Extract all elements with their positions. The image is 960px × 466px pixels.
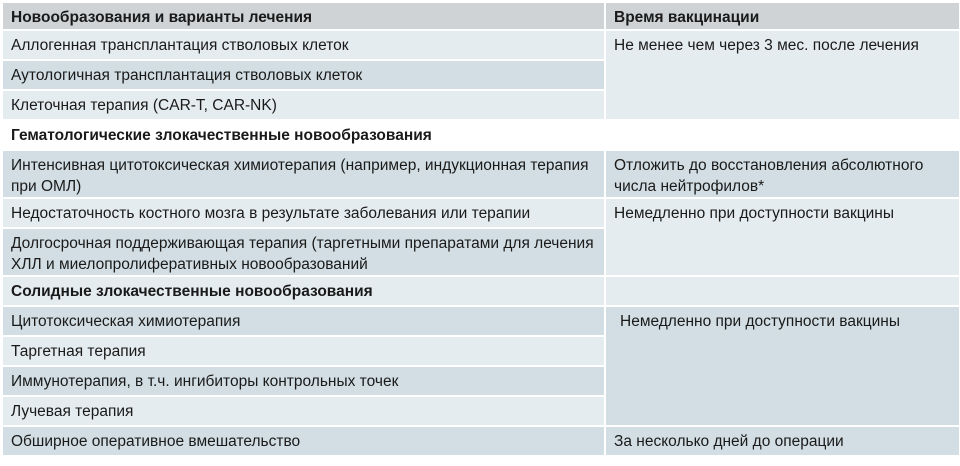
hematologic-rows-timing: Немедленно при доступности вакцины: [605, 198, 960, 276]
table-row: [2, 306, 960, 336]
table-row: [2, 426, 960, 456]
row-maintenance-therapy: Долгосрочная поддерживающая терапия (таргетными препаратами для лечения ХЛЛ и миелопролиферативных новообразований: [2, 228, 605, 276]
table-header-row: [2, 2, 960, 30]
header-vaccination-time: Время вакцинации: [605, 2, 960, 30]
row-major-surgery-timing: За несколько дней до операции: [605, 426, 960, 456]
row-intensive-chemo-timing: Отложить до восстановления абсолютного числа нейтрофилов*: [605, 150, 960, 198]
group1-timing: Не менее чем через 3 мес. после лечения: [605, 30, 960, 120]
solid-timing: Немедленно при доступности вакцины: [605, 306, 960, 426]
row-autologous-transplant: Аутологичная трансплантация стволовых клеток: [2, 60, 605, 90]
row-allogeneic-transplant: Аллогенная трансплантация стволовых клеток: [2, 30, 605, 60]
table-row: [2, 198, 960, 228]
header-treatment: Новообразования и варианты лечения: [2, 2, 605, 30]
section-solid-empty: [605, 276, 960, 306]
section-title-solid: Солидные злокачественные новообразования: [2, 276, 605, 306]
section-row-hematologic: [2, 120, 960, 150]
row-cell-therapy: Клеточная терапия (CAR-T, CAR-NK): [2, 90, 605, 120]
row-major-surgery: Обширное оперативное вмешательство: [2, 426, 605, 456]
vaccination-timing-table: [1, 1, 960, 457]
table-row: [2, 30, 960, 60]
row-radiotherapy: Лучевая терапия: [2, 396, 605, 426]
section-row-solid: [2, 276, 960, 306]
table-row: [2, 150, 960, 198]
row-marrow-failure: Недостаточность костного мозга в результате заболевания или терапии: [2, 198, 605, 228]
row-targeted-therapy: Таргетная терапия: [2, 336, 605, 366]
row-cytotoxic-chemo: Цитотоксическая химиотерапия: [2, 306, 605, 336]
section-title-hematologic: Гематологические злокачественные новообразования: [2, 120, 960, 150]
row-intensive-chemo: Интенсивная цитотоксическая химиотерапия (например, индукционная терапия при ОМЛ): [2, 150, 605, 198]
row-immunotherapy: Иммунотерапия, в т.ч. ингибиторы контрольных точек: [2, 366, 605, 396]
